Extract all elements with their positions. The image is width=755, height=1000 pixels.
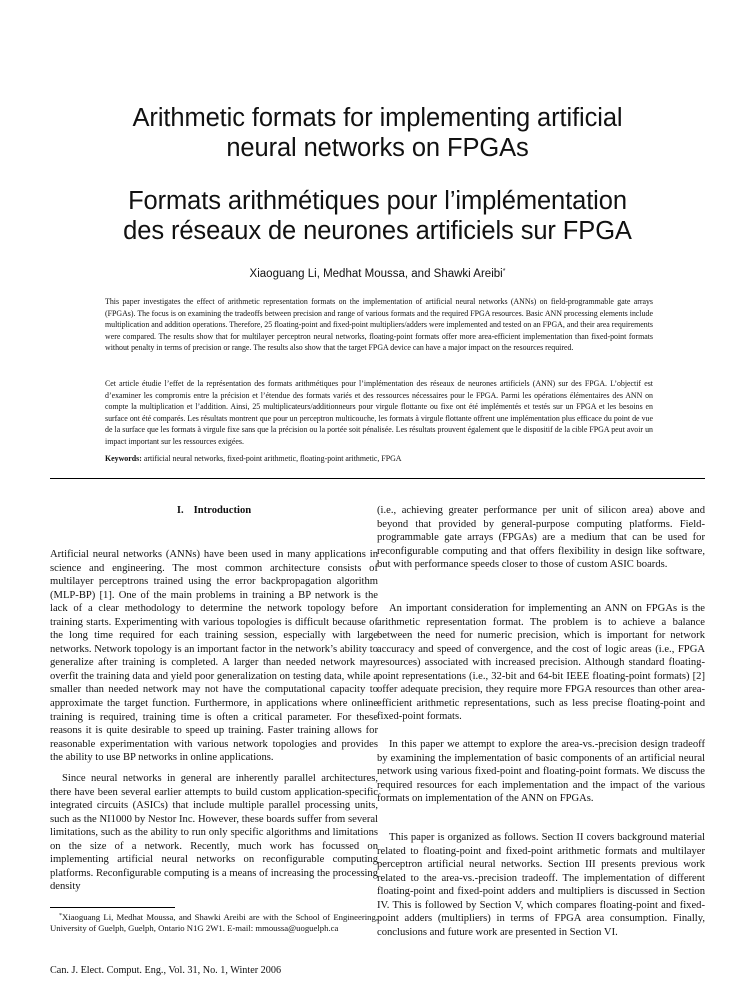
section-number: I. [176, 505, 184, 516]
title-english [0, 103, 755, 163]
body-column-right [377, 504, 705, 572]
body-column-right-p3 [377, 738, 705, 806]
section-title: Introduction [193, 505, 252, 516]
author-list [0, 265, 755, 281]
title-french [0, 186, 755, 246]
footnote-mark: * [59, 913, 62, 919]
paragraph: In this paper we attempt to explore the area-vs.-precision design tradeoff by examining the implementation of basic components of an artificial neural network using various fixed-point and floating-point formats. We discuss the required resources for each implementation and the impact of the various formats on implementation of the ANN on FPGAs. [377, 739, 705, 805]
keywords [105, 453, 653, 465]
footnote-text: Xiaoguang Li, Medhat Moussa, and Shawki Areibi are with the School of Engineering, University of Guelph, Guelph, Ontario N1G 2W1. E-mail: mmoussa@uoguelph.ca [50, 912, 378, 934]
title-english-line-1: Arithmetic formats for implementing artificial [132, 104, 623, 132]
title-french-line-2: des réseaux de neurones artificiels sur FPGA [123, 217, 632, 245]
journal-citation: Can. J. Elect. Comput. Eng., Vol. 31, No. 1, Winter 2006 [50, 965, 282, 976]
body-column-right-p2 [377, 602, 705, 724]
author-footnote-mark: * [502, 268, 506, 275]
keywords-text: artificial neural networks, fixed-point arithmetic, floating-point arithmetic, FPGA [143, 454, 402, 463]
title-english-line-2: neural networks on FPGAs [226, 134, 529, 162]
paragraph: Artificial neural networks (ANNs) have been used in many applications in science and engineering. The most common architecture consists of multilayer perceptrons trained using the error backpropagation algorithm (MLP-BP) [1]. One of the main problems in training a BP network is the lack of a clear methodology to determine the network topology before training starts. Experimenting with various topologies is difficult because of the long time required for each training session, especially with large networks. Network topology is an important factor in the network’s ability to generalize after training is completed. A larger than needed network may overfit the training data and yield poor generalization on testing data, while a smaller than needed network may not have the computational capacity to approximate the target function. Furthermore, in applications where online training is required, training time is often a critical parameter. For these reasons it is quite desirable to speed up training. Faster training allows for reasonable experimentation with various network topologies and provides the ability to use BP networks in online applications. [50, 549, 378, 764]
body-column-left-continued [50, 772, 378, 894]
body-column-left [50, 548, 378, 765]
paragraph: (i.e., achieving greater performance per unit of silicon area) above and beyond that provided by general-purpose computing platforms. Field-programmable gate arrays (FPGAs) are a medium that can be used for reconfigurable computing and that offers flexibility in design like software, but with performance speeds closer to those of custom ASIC boards. [377, 505, 705, 571]
footnote-divider [50, 907, 175, 908]
footnote [50, 911, 378, 934]
keywords-label: Keywords: [105, 454, 142, 463]
paragraph: This paper is organized as follows. Section II covers background material related to floating-point and fixed-point arithmetic formats and multilayer perceptron artificial neural networks. Section III presents previous work related to the area-vs.-precision tradeoff. The implementation of different floating-point and fixed-point adders and multipliers is discussed in Section IV. This is followed by Section V, which compares floating-point and fixed-point adders (multipliers) in terms of FPGA area consumption. Finally, conclusions and future work are presented in Section VI. [377, 832, 705, 938]
section-heading-introduction [50, 505, 378, 516]
paragraph: An important consideration for implementing an ANN on FPGAs is the arithmetic representation format. The problem is to achieve a balance between the need for numeric precision, which is important for network accuracy and speed of convergence, and the cost of logic areas (i.e., FPGA resources) associated with increased precision. Although standard floating-point representations (i.e., 32-bit and 64-bit IEEE floating-point formats) [2] offer adequate precision, they require more FPGA resources than other area-efficient arithmetic representations, such as less precise floating-point and fixed-point formats. [377, 603, 705, 723]
abstract-english: This paper investigates the effect of arithmetic representation formats on the implementation of artificial neural networks (ANNs) on field-programmable gate arrays (FPGAs). The focus is on examining the tradeoffs between precision and range of various formats and the required FPGA resources. Basic ANN processing elements include multiplication and addition operations. Therefore, 25 floating-point and fixed-point multipliers/adders were implemented and tested on an FPGA, and their area requirements were compared. The results show that for multilayer perceptron neural networks, floating-point formats offer more area-efficient implementation than fixed-point formats without penalty in terms of precision or range. The results also show that the target FPGA device can have a major impact on the resources required. [105, 297, 653, 353]
body-column-right-p4 [377, 831, 705, 939]
header-divider [50, 478, 705, 479]
authors-text: Xiaoguang Li, Medhat Moussa, and Shawki Areibi [249, 268, 503, 280]
title-french-line-1: Formats arithmétiques pour l’implémentation [128, 187, 627, 215]
paragraph: Since neural networks in general are inherently parallel architectures, there have been several earlier attempts to build custom application-specific integrated circuits (ASICs) that include multiple parallel processing units, such as the NI1000 by Nestor Inc. However, these boards suffer from several limitations, such as the ability to run only specific algorithms and limitations on the size of a network. Recently, much work has focussed on implementing artificial neural networks on reconfigurable computing platforms. Reconfigurable computing is a means of increasing the processing density [50, 773, 378, 893]
abstract-french: Cet article étudie l’effet de la représentation des formats arithmétiques pour l’implémentation des réseaux de neurones artificiels (ANN) sur des FPGA. L’objectif est d’examiner les compromis entre la précision et l’étendue des formats variés et des ressources nécessaires pour le FPGA. Parmi les opérations élémentaires des ANN on compte la multiplication et l’addition. Ainsi, 25 multiplicateurs/additionneurs pour virgule flottante ou fixe ont été implémentés et testés sur un FPGA et les besoins en surface ont été comparés. Les résultats montrent que pour un perceptron multicouche, les formats à virgule flottante offrent une implémentation plus efficace du point de vue de la surface que les formats à virgule fixe sans que la précision ou la portée soit pénalisée. Les résultats prouvent également que le dispositif de la cible FPGA peut avoir un impact important sur les ressources exigées. [105, 379, 653, 446]
